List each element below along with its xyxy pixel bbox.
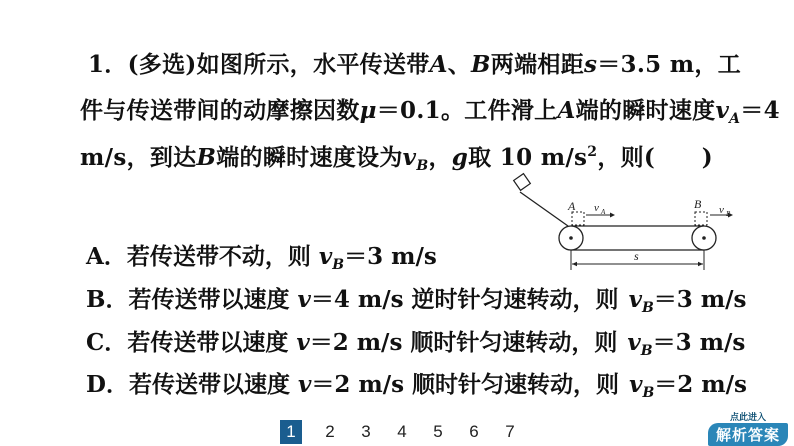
option-text: 若传送带以速度: [128, 371, 298, 398]
question-number: 1．: [88, 51, 128, 78]
var-a: A: [429, 51, 448, 78]
var-v: v: [297, 371, 312, 398]
option-a[interactable]: [86, 242, 437, 272]
question-tag: (多选): [127, 51, 197, 78]
var-s: s: [584, 51, 598, 78]
option-speed: ＝2 m/s 顺时针匀速转动，则: [311, 371, 620, 398]
label-vb-subscript: B: [726, 210, 731, 218]
option-text: 若传送带以速度: [128, 286, 298, 313]
subscript-b: B: [416, 158, 429, 174]
page-6-button[interactable]: 6: [469, 422, 479, 441]
superscript-2: 2: [587, 144, 598, 160]
var-v: v: [628, 286, 642, 313]
block-position-a: [572, 212, 584, 225]
option-d[interactable]: [86, 370, 747, 400]
var-a: A: [557, 97, 576, 124]
var-v: v: [402, 144, 417, 171]
right-pulley-axle: [702, 236, 706, 240]
subscript-b: B: [641, 300, 654, 316]
var-g: g: [451, 144, 469, 171]
subscript-b: B: [642, 385, 655, 401]
question-text: ＝4: [740, 97, 780, 124]
page-7-button[interactable]: 7: [505, 422, 515, 441]
option-letter: C．: [86, 329, 128, 356]
page-4-button[interactable]: 4: [397, 422, 407, 441]
var-v: v: [318, 243, 333, 270]
var-v: v: [629, 371, 643, 398]
question-text: 件与传送带间的动摩擦因数: [80, 97, 360, 124]
option-result: ＝3 m/s: [652, 329, 746, 356]
question-text: ，: [428, 144, 452, 171]
question-text: ，则( ): [597, 144, 713, 171]
var-v: v: [715, 97, 730, 124]
arrowhead-icon: [698, 262, 703, 266]
question-text: 、: [447, 51, 472, 78]
subscript-a: A: [729, 111, 741, 127]
question-text: 端的瞬时速度: [575, 97, 716, 124]
var-b: B: [196, 144, 217, 171]
question-text: 两端相距: [490, 51, 584, 78]
question-text: 端的瞬时速度设为: [216, 144, 403, 171]
option-text: 若传送带不动，则: [126, 243, 319, 270]
conveyor-belt-diagram: [506, 170, 756, 278]
var-v: v: [296, 329, 310, 356]
arrowhead-icon: [610, 213, 615, 218]
var-v: v: [627, 329, 641, 356]
subscript-b: B: [332, 257, 345, 273]
question-text: ＝3.5 m，工: [597, 51, 742, 78]
block-position-b: [695, 212, 707, 225]
label-a: A: [568, 199, 576, 213]
option-text: 若传送带以速度: [127, 329, 297, 356]
ramp-line: [520, 192, 568, 226]
page-5-button[interactable]: 5: [433, 422, 443, 441]
arrowhead-icon: [572, 262, 577, 266]
question-line-2: [80, 96, 780, 126]
question-line-3: [80, 143, 713, 173]
label-s: s: [634, 249, 639, 263]
option-speed: ＝4 m/s 逆时针匀速转动，则: [310, 286, 619, 313]
question-text: ＝0.1。工件滑上: [376, 97, 558, 124]
option-letter: A．: [86, 243, 127, 270]
answer-analysis-button[interactable]: [708, 412, 788, 444]
page-1-button[interactable]: 1: [280, 420, 302, 444]
var-b: B: [471, 51, 491, 78]
option-letter: B．: [86, 286, 129, 313]
question-line-1: [88, 50, 741, 80]
subscript-b: B: [640, 343, 653, 359]
option-result: ＝3 m/s: [653, 286, 747, 313]
option-result: ＝3 m/s: [344, 243, 437, 270]
question-text: 如图所示，水平传送带: [196, 51, 430, 78]
badge-label: 解析答案: [708, 423, 788, 446]
var-mu: μ: [359, 97, 377, 124]
badge-hint: 点此进入: [729, 412, 766, 422]
question-text: m/s，到达: [80, 144, 197, 171]
left-pulley-axle: [569, 236, 573, 240]
page-3-button[interactable]: 3: [361, 422, 371, 441]
var-v: v: [297, 286, 311, 313]
option-letter: D．: [86, 371, 129, 398]
page-navigator: [276, 420, 528, 444]
option-c[interactable]: [86, 328, 745, 358]
option-b[interactable]: [86, 285, 746, 315]
label-vb: v: [719, 204, 724, 216]
label-va: v: [594, 202, 599, 214]
label-va-subscript: A: [601, 208, 606, 216]
workpiece-block: [514, 174, 531, 191]
option-result: ＝2 m/s: [654, 371, 747, 398]
label-b: B: [694, 197, 702, 211]
option-speed: ＝2 m/s 顺时针匀速转动，则: [309, 329, 618, 356]
question-text: 取 10 m/s: [468, 144, 588, 171]
page-2-button[interactable]: 2: [325, 422, 335, 441]
